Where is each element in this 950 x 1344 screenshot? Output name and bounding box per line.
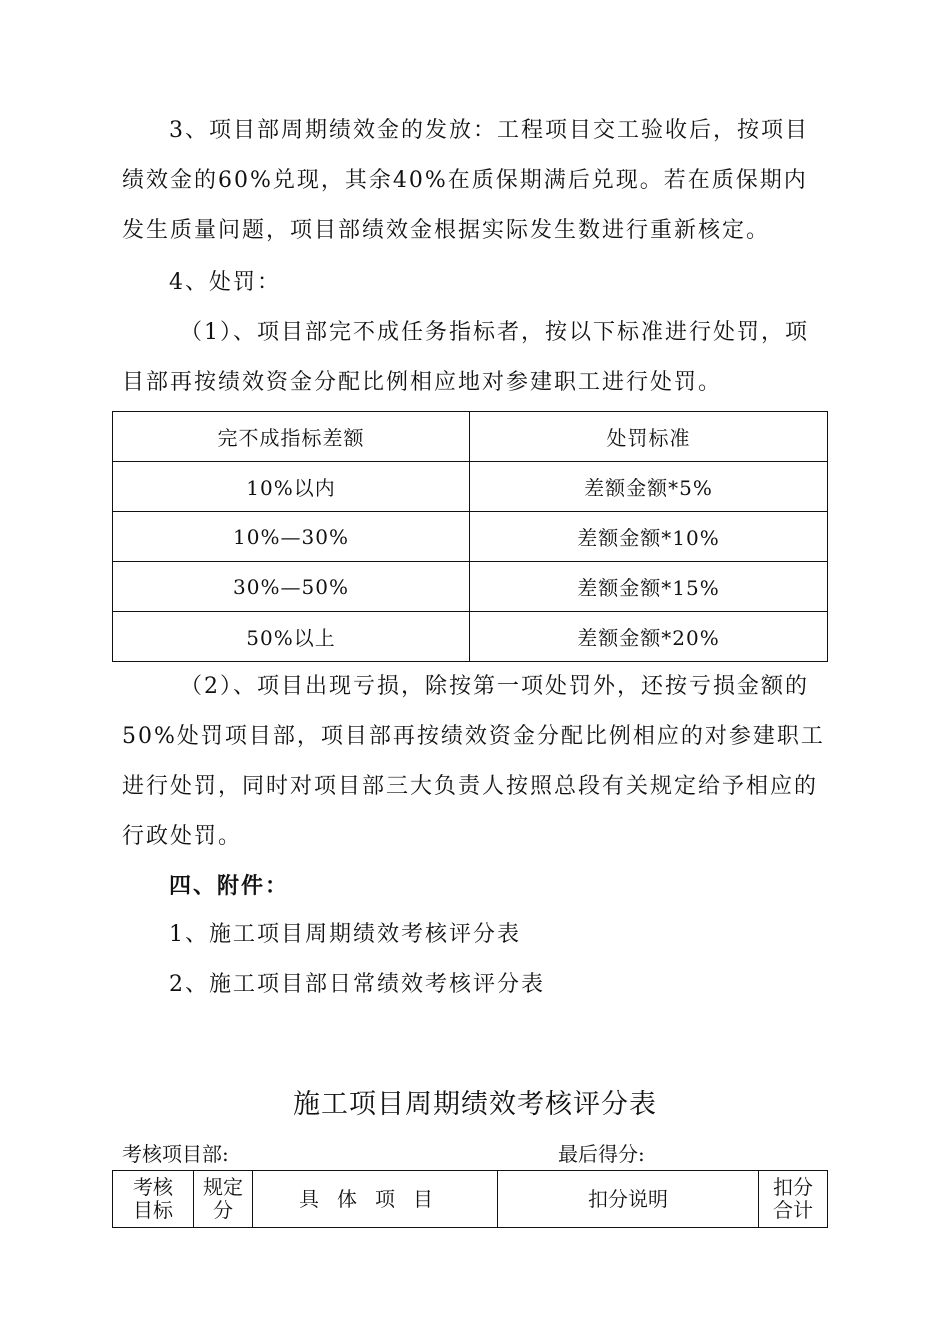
score-form-table: [112, 1170, 828, 1228]
table-cell: 差额金额*15%: [470, 562, 828, 612]
table-cell: 30%—50%: [113, 562, 470, 612]
table-cell: 差额金额*20%: [470, 612, 828, 662]
table-row: [113, 612, 828, 662]
header-deduction-total: [759, 1171, 828, 1228]
paragraph-bonus-payout: 3、项目部周期绩效金的发放：工程项目交工验收后，按项目绩效金的60%兑现，其余40%在质保期满后兑现。若在质保期内发生质量问题，项目部绩效金根据实际发生数进行重新核定。: [122, 118, 809, 243]
table-cell: 差额金额*5%: [470, 462, 828, 512]
paragraph-penalty-2: （2）、项目出现亏损，除按第一项处罚外，还按亏损金额的50%处罚项目部，项目部再按绩效资金分配比例相应的对参建职工进行处罚，同时对项目部三大负责人按照总段有关规定给予相应的行政处罚。: [122, 674, 825, 849]
table-cell: 10%以内: [113, 462, 470, 512]
header-item: 具体项目: [253, 1171, 498, 1228]
dept-label: 考核项目部:: [122, 1142, 229, 1166]
paragraph-penalty-1: （1）、项目部完不成任务指标者，按以下标准进行处罚，项目部再按绩效资金分配比例相应地对参建职工进行处罚。: [122, 320, 809, 395]
paragraph-penalty-heading: 4、处罚：: [169, 270, 281, 295]
penalty-table: [112, 411, 828, 662]
table-cell: 差额金额*10%: [470, 512, 828, 562]
table-cell: 50%以上: [113, 612, 470, 662]
table-row: [113, 512, 828, 562]
section-heading-attachments: 四、附件：: [169, 873, 290, 899]
table-header-row: [113, 1171, 828, 1228]
attachment-item-1: 1、施工项目周期绩效考核评分表: [169, 922, 521, 947]
table-cell: 10%—30%: [113, 512, 470, 562]
table-header-cell: 处罚标准: [470, 412, 828, 462]
final-score-label: 最后得分:: [558, 1142, 645, 1166]
header-deduction-desc: 扣分说明: [498, 1171, 759, 1228]
table-header-row: [113, 412, 828, 462]
header-standard-score: [194, 1171, 253, 1228]
table-row: [113, 562, 828, 612]
header-standard-score-text: 规定分: [203, 1175, 243, 1222]
form-title: 施工项目周期绩效考核评分表: [293, 1089, 657, 1120]
attachment-item-2: 2、施工项目部日常绩效考核评分表: [169, 972, 545, 997]
table-header-cell: 完不成指标差额: [113, 412, 470, 462]
table-row: [113, 462, 828, 512]
header-target: [113, 1171, 194, 1228]
header-target-text: 考核目标: [133, 1175, 173, 1222]
header-deduction-total-text: 扣分合计: [773, 1175, 813, 1222]
